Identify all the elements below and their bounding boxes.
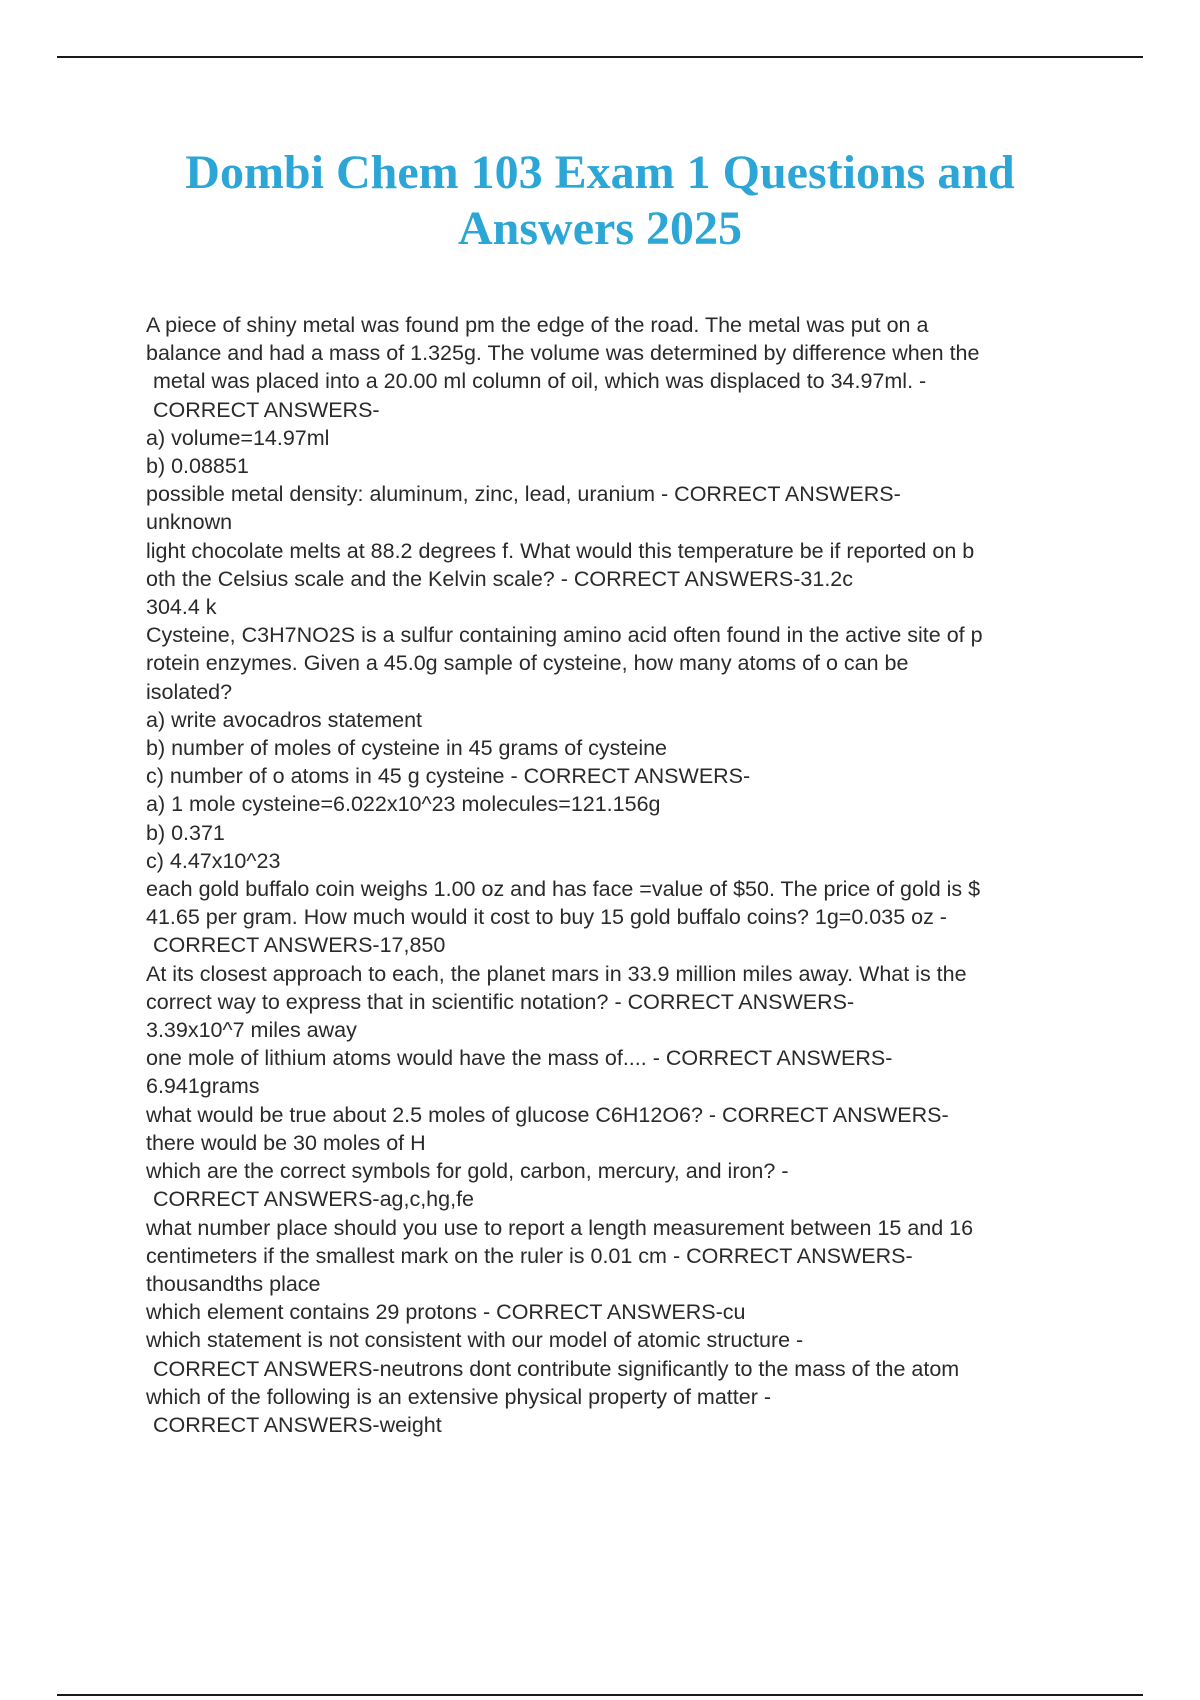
body-text-line: isolated?	[146, 679, 233, 704]
body-text-line: what number place should you use to report a length measurement between 15 and 16	[146, 1215, 974, 1240]
body-text-line: c) number of o atoms in 45 g cysteine - CORRECT ANSWERS-	[146, 764, 751, 789]
body-text-line: c) 4.47x10^23	[146, 848, 281, 873]
body-text-line: each gold buffalo coin weighs 1.00 oz and has face =value of $50. The price of gold is $	[146, 877, 981, 902]
body-text-line: thousandths place	[146, 1271, 321, 1296]
document-title	[100, 145, 1100, 257]
body-text-line: CORRECT ANSWERS-neutrons dont contribute significantly to the mass of the atom	[153, 1356, 960, 1381]
body-text-line: CORRECT ANSWERS-	[153, 397, 380, 422]
body-text-line: unknown	[146, 510, 233, 535]
body-text-line: 3.39x10^7 miles away	[146, 1018, 357, 1043]
body-text-line: a) write avocadros statement	[146, 707, 423, 732]
body-text-line: CORRECT ANSWERS-17,850	[153, 933, 446, 958]
body-text-line: a) 1 mole cysteine=6.022x10^23 molecules=121.156g	[146, 792, 661, 817]
body-text-line: A piece of shiny metal was found pm the edge of the road. The metal was put on a	[146, 313, 929, 337]
body-text-line: 6.941grams	[146, 1074, 260, 1099]
body-text-line: one mole of lithium atoms would have the mass of.... - CORRECT ANSWERS-	[146, 1046, 893, 1071]
body-text-line: metal was placed into a 20.00 ml column of oil, which was displaced to 34.97ml. -	[153, 369, 927, 394]
top-rule	[57, 56, 1143, 58]
body-text-line: which of the following is an extensive physical property of matter -	[146, 1384, 771, 1409]
title-line-1: Dombi Chem 103 Exam 1 Questions and	[185, 146, 1015, 199]
body-text-line: CORRECT ANSWERS-ag,c,hg,fe	[153, 1187, 474, 1212]
body-text-line: possible metal density: aluminum, zinc, lead, uranium - CORRECT ANSWERS-	[146, 482, 901, 507]
body-text-line: what would be true about 2.5 moles of glucose C6H12O6? - CORRECT ANSWERS-	[146, 1102, 949, 1127]
body-text-line: correct way to express that in scientific notation? - CORRECT ANSWERS-	[146, 989, 855, 1014]
body-text-line: there would be 30 moles of H	[146, 1130, 426, 1155]
body-text-line: light chocolate melts at 88.2 degrees f. What would this temperature be if reported on b	[146, 538, 975, 563]
document-body	[146, 311, 1106, 1439]
body-text-line: b) 0.08851	[146, 454, 249, 479]
body-text-line: b) 0.371	[146, 820, 225, 845]
body-text-line: which are the correct symbols for gold, carbon, mercury, and iron? -	[146, 1159, 789, 1184]
body-text-line: rotein enzymes. Given a 45.0g sample of cysteine, how many atoms of o can be	[146, 651, 909, 676]
body-text-line: oth the Celsius scale and the Kelvin scale? - CORRECT ANSWERS-31.2c	[146, 566, 854, 591]
body-text-line: balance and had a mass of 1.325g. The volume was determined by difference when the	[146, 341, 980, 366]
body-text-line: which element contains 29 protons - CORRECT ANSWERS-cu	[146, 1300, 746, 1325]
body-text-line: 304.4 k	[146, 595, 217, 620]
body-text-line: CORRECT ANSWERS-weight	[153, 1412, 442, 1437]
body-text-line: which statement is not consistent with our model of atomic structure -	[146, 1328, 804, 1353]
body-text-line: 41.65 per gram. How much would it cost to buy 15 gold buffalo coins? 1g=0.035 oz -	[146, 905, 947, 930]
body-text-line: a) volume=14.97ml	[146, 425, 330, 450]
body-text-line: Cysteine, C3H7NO2S is a sulfur containing amino acid often found in the active site of p	[146, 623, 983, 648]
body-text-line: centimeters if the smallest mark on the ruler is 0.01 cm - CORRECT ANSWERS-	[146, 1243, 913, 1268]
body-text-line: At its closest approach to each, the planet mars in 33.9 million miles away. What is the	[146, 961, 967, 986]
body-text-line: b) number of moles of cysteine in 45 grams of cysteine	[146, 736, 668, 761]
title-line-2: Answers 2025	[458, 202, 742, 255]
bottom-rule	[57, 1694, 1143, 1696]
